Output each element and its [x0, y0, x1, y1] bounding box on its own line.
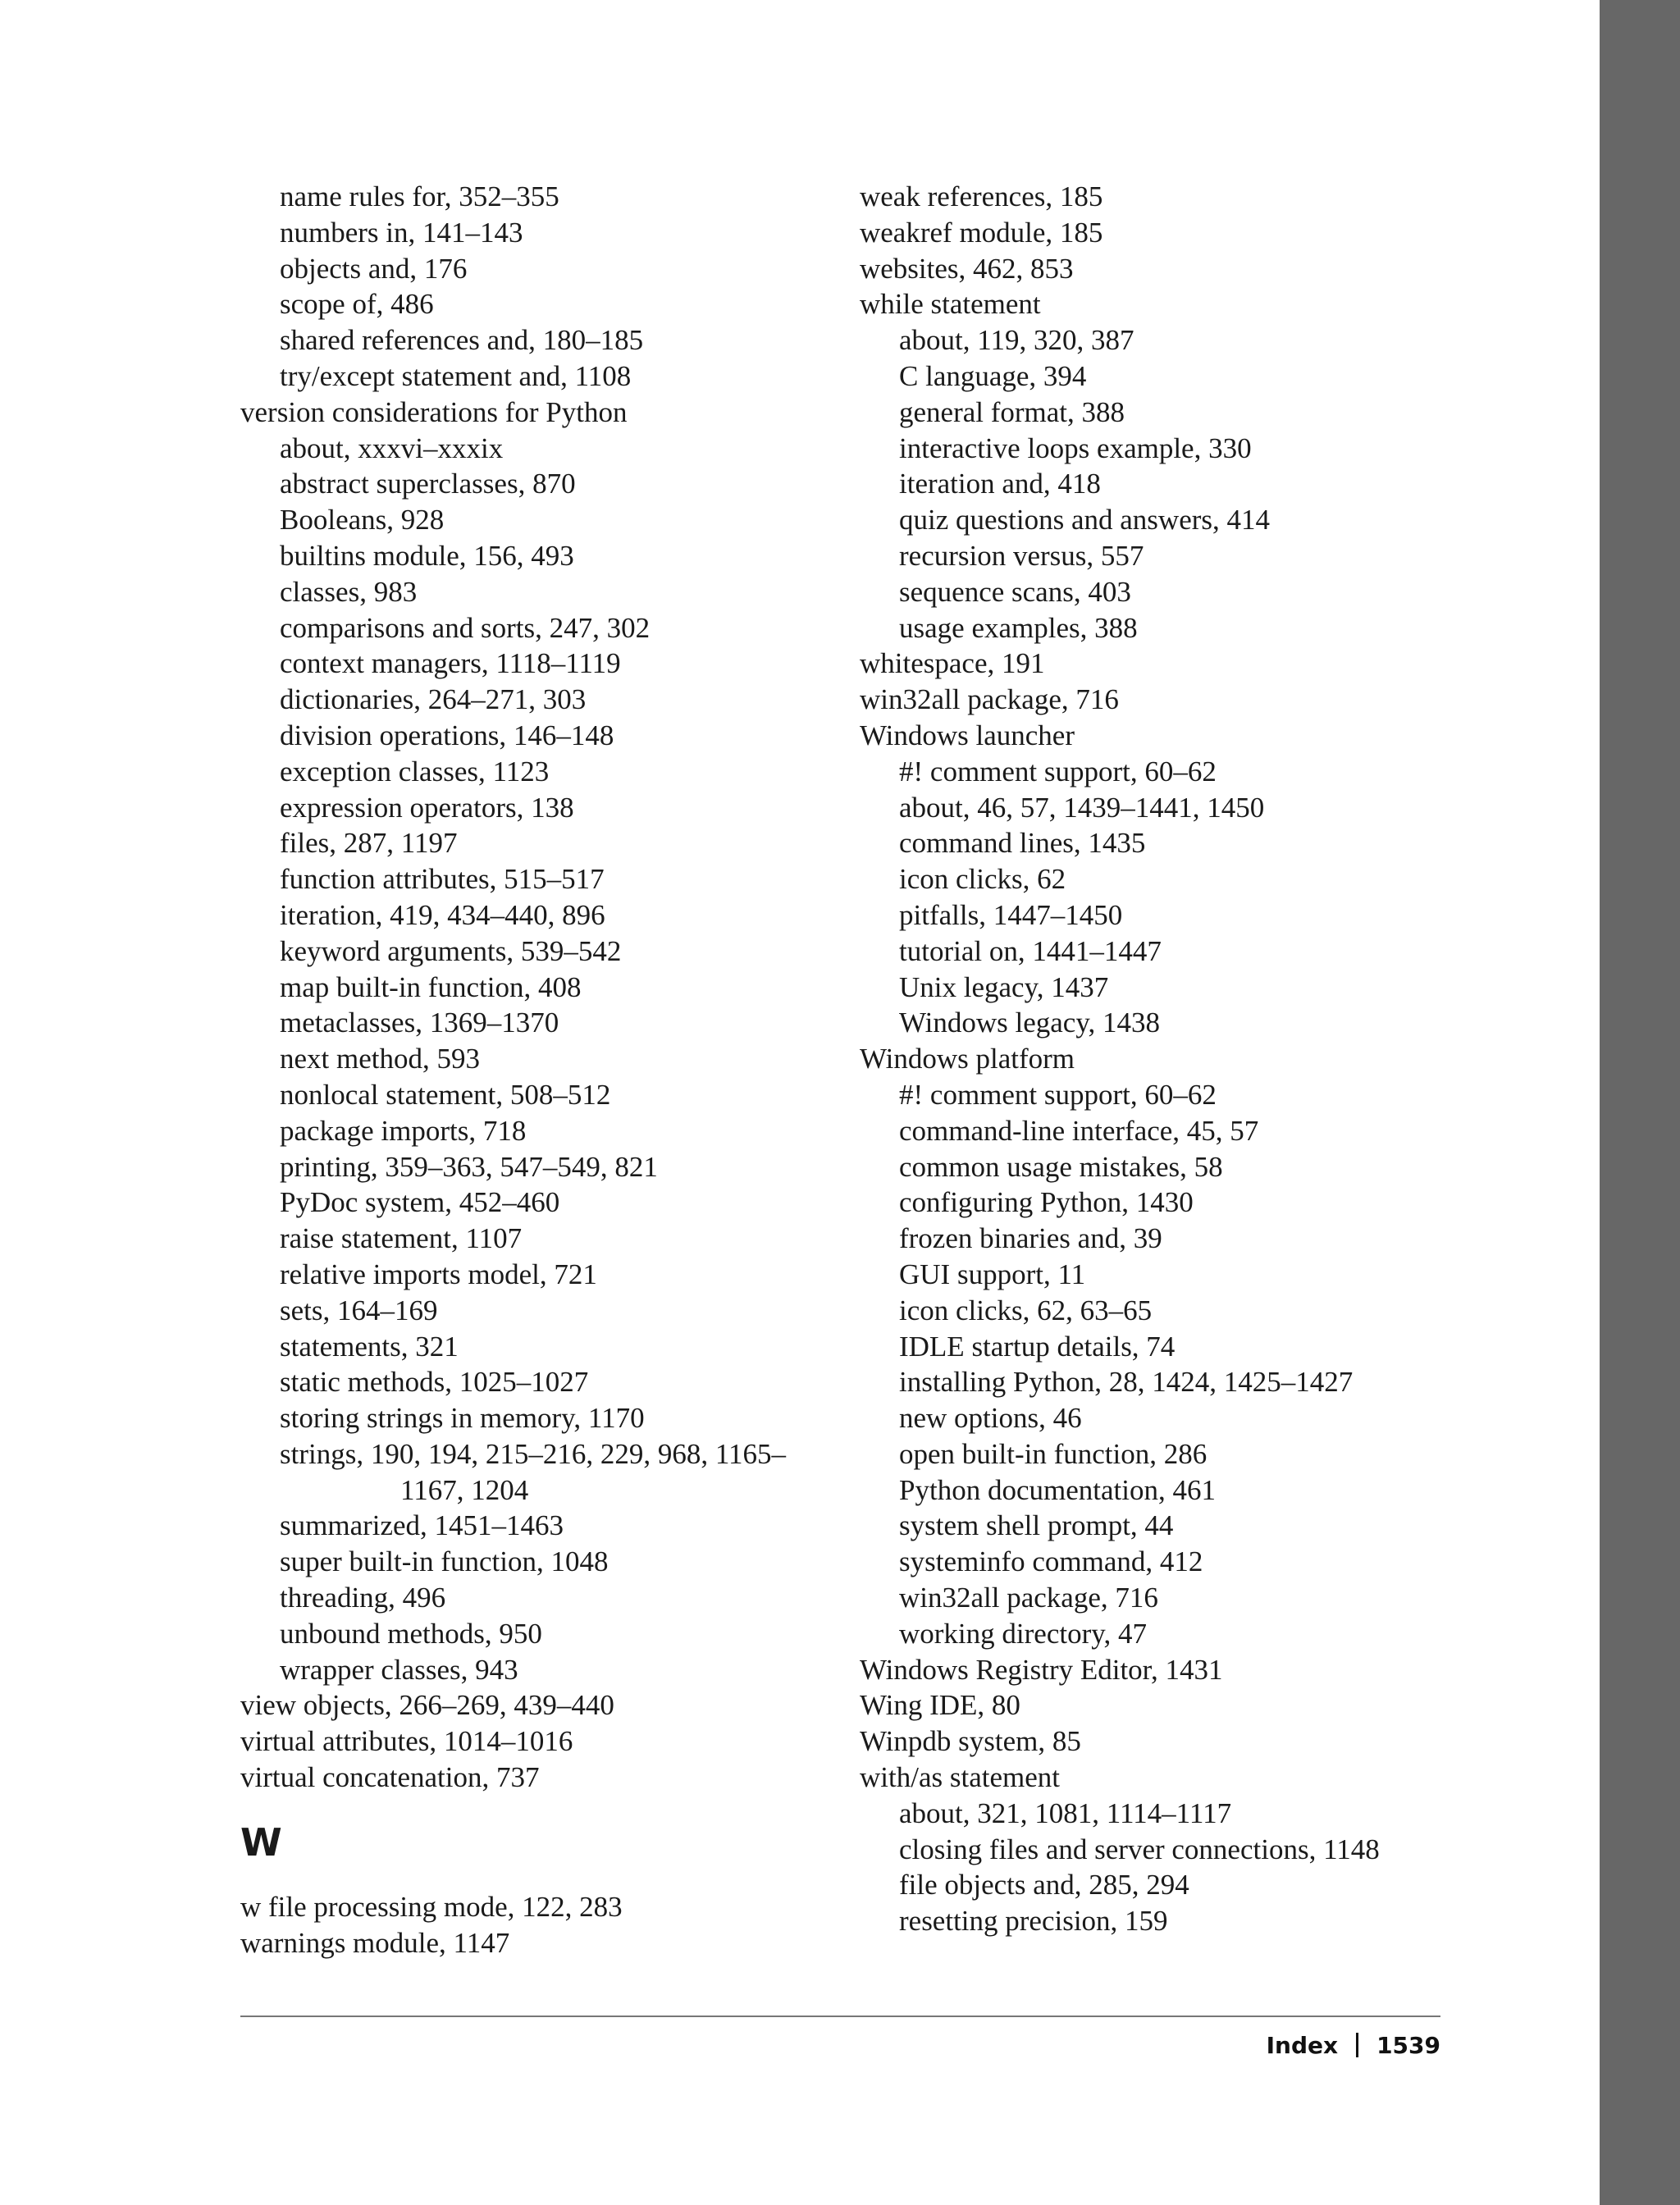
index-subentry: win32all package, 716: [899, 1582, 1158, 1614]
index-subentry: objects and, 176: [280, 252, 468, 285]
index-subentry: interactive loops example, 330: [899, 431, 1252, 464]
index-entry: virtual attributes, 1014–1016: [240, 1725, 573, 1758]
index-entry: view objects, 266–269, 439–440: [240, 1689, 614, 1722]
index-subentry: about, 46, 57, 1439–1441, 1450: [899, 791, 1265, 824]
index-entry: Wing IDE, 80: [860, 1689, 1020, 1722]
index-subentry: comparisons and sorts, 247, 302: [280, 611, 651, 644]
index-subentry: builtins module, 156, 493: [280, 539, 574, 572]
index-subentry: sets, 164–169: [280, 1294, 438, 1326]
index-entry: Windows launcher: [860, 719, 1075, 751]
index-subentry: unbound methods, 950: [280, 1617, 542, 1650]
footer-page-number: 1539: [1376, 2032, 1440, 2059]
index-subentry: Python documentation, 461: [899, 1473, 1216, 1506]
index-subentry: Windows legacy, 1438: [899, 1007, 1161, 1039]
index-subentry: name rules for, 352–355: [280, 180, 559, 212]
index-subentry: Unix legacy, 1437: [899, 970, 1109, 1003]
index-subentry: recursion versus, 557: [899, 539, 1144, 572]
index-subentry: file objects and, 285, 294: [899, 1869, 1189, 1901]
index-subentry: nonlocal statement, 508–512: [280, 1078, 611, 1111]
index-subentry: package imports, 718: [280, 1114, 527, 1147]
index-subentry: sequence scans, 403: [899, 575, 1131, 608]
index-subentry: #! comment support, 60–62: [899, 755, 1217, 788]
index-subentry: about, 321, 1081, 1114–1117: [899, 1796, 1232, 1829]
index-subentry: metaclasses, 1369–1370: [280, 1007, 559, 1039]
index-subentry: storing strings in memory, 1170: [280, 1402, 645, 1435]
index-subentry: relative imports model, 721: [280, 1258, 597, 1290]
index-subentry: systeminfo command, 412: [899, 1545, 1203, 1578]
index-entry: websites, 462, 853: [860, 252, 1074, 285]
index-subentry: IDLE startup details, 74: [899, 1330, 1176, 1363]
index-subentry: #! comment support, 60–62: [899, 1078, 1217, 1111]
index-subentry: about, 119, 320, 387: [899, 324, 1134, 357]
index-subentry: classes, 983: [280, 575, 418, 608]
index-subentry: super built-in function, 1048: [280, 1545, 609, 1578]
index-entry: w file processing mode, 122, 283: [240, 1890, 623, 1923]
index-entry: with/as statement: [860, 1761, 1060, 1794]
index-subentry: map built-in function, 408: [280, 970, 582, 1003]
index-subentry: expression operators, 138: [280, 791, 574, 824]
index-entry: while statement: [860, 288, 1041, 321]
index-subentry: PyDoc system, 452–460: [280, 1186, 560, 1219]
index-entry: warnings module, 1147: [240, 1926, 510, 1959]
index-subentry: installing Python, 28, 1424, 1425–1427: [899, 1366, 1354, 1399]
index-subentry: exception classes, 1123: [280, 755, 550, 788]
index-subentry: new options, 46: [899, 1402, 1082, 1435]
index-subentry: next method, 593: [280, 1043, 480, 1075]
index-subentry: configuring Python, 1430: [899, 1186, 1194, 1219]
footer-rule: [240, 2016, 1440, 2017]
index-subentry: icon clicks, 62, 63–65: [899, 1294, 1153, 1326]
index-subentry: shared references and, 180–185: [280, 324, 644, 357]
page-footer: [1267, 2029, 1440, 2062]
footer-separator: [1356, 2033, 1358, 2057]
index-subentry: files, 287, 1197: [280, 827, 458, 860]
index-subentry: Booleans, 928: [280, 504, 445, 536]
index-entry: version considerations for Python: [240, 395, 628, 428]
index-subentry: abstract superclasses, 870: [280, 468, 576, 500]
index-subentry: system shell prompt, 44: [899, 1509, 1174, 1542]
index-subentry: GUI support, 11: [899, 1258, 1086, 1290]
index-subentry: general format, 388: [899, 395, 1125, 428]
index-entry: win32all package, 716: [860, 683, 1119, 716]
index-subentry: icon clicks, 62: [899, 863, 1066, 896]
index-subentry: usage examples, 388: [899, 611, 1138, 644]
index-column-left: [240, 179, 847, 1961]
index-subentry: dictionaries, 264–271, 303: [280, 683, 587, 716]
index-subentry: frozen binaries and, 39: [899, 1222, 1162, 1255]
index-subentry: command-line interface, 45, 57: [899, 1114, 1259, 1147]
index-entry: Windows Registry Editor, 1431: [860, 1653, 1223, 1686]
index-subentry: C language, 394: [899, 359, 1087, 392]
index-subentry: iteration, 419, 434–440, 896: [280, 898, 605, 931]
index-subentry: threading, 496: [280, 1582, 446, 1614]
section-letter-heading: W: [240, 1819, 282, 1865]
index-subentry: resetting precision, 159: [899, 1905, 1168, 1938]
index-subentry: scope of, 486: [280, 288, 434, 321]
index-subentry: tutorial on, 1441–1447: [899, 934, 1162, 967]
index-entry: weak references, 185: [860, 180, 1103, 212]
index-entry: weakref module, 185: [860, 216, 1103, 249]
index-subentry: try/except statement and, 1108: [280, 359, 632, 392]
index-entry: Windows platform: [860, 1043, 1075, 1075]
index-subentry: command lines, 1435: [899, 827, 1146, 860]
index-subentry: numbers in, 141–143: [280, 216, 523, 249]
footer-section-label: Index: [1266, 2032, 1339, 2059]
index-subentry: pitfalls, 1447–1450: [899, 898, 1123, 931]
index-subentry: working directory, 47: [899, 1617, 1147, 1650]
index-subentry: keyword arguments, 539–542: [280, 934, 622, 967]
index-subentry: strings, 190, 194, 215–216, 229, 968, 1165–: [280, 1437, 787, 1470]
index-entry: whitespace, 191: [860, 647, 1045, 680]
index-subentry: common usage mistakes, 58: [899, 1150, 1223, 1183]
index-subentry: context managers, 1118–1119: [280, 647, 621, 680]
index-column-right: [860, 179, 1582, 1939]
index-subentry-continuation: 1167, 1204: [400, 1473, 529, 1506]
index-subentry: about, xxxvi–xxxix: [280, 431, 504, 464]
index-subentry: statements, 321: [280, 1330, 459, 1363]
page-edge-bar: [1600, 0, 1680, 2205]
index-entry: virtual concatenation, 737: [240, 1761, 540, 1794]
index-subentry: printing, 359–363, 547–549, 821: [280, 1150, 658, 1183]
index-entry: Winpdb system, 85: [860, 1725, 1081, 1758]
index-subentry: closing files and server connections, 1148: [899, 1833, 1380, 1865]
index-subentry: static methods, 1025–1027: [280, 1366, 589, 1399]
index-subentry: wrapper classes, 943: [280, 1653, 518, 1686]
index-subentry: function attributes, 515–517: [280, 863, 605, 896]
index-subentry: quiz questions and answers, 414: [899, 504, 1271, 536]
index-subentry: iteration and, 418: [899, 468, 1101, 500]
index-subentry: summarized, 1451–1463: [280, 1509, 564, 1542]
index-subentry: raise statement, 1107: [280, 1222, 523, 1255]
index-subentry: division operations, 146–148: [280, 719, 614, 751]
index-subentry: open built-in function, 286: [899, 1437, 1208, 1470]
